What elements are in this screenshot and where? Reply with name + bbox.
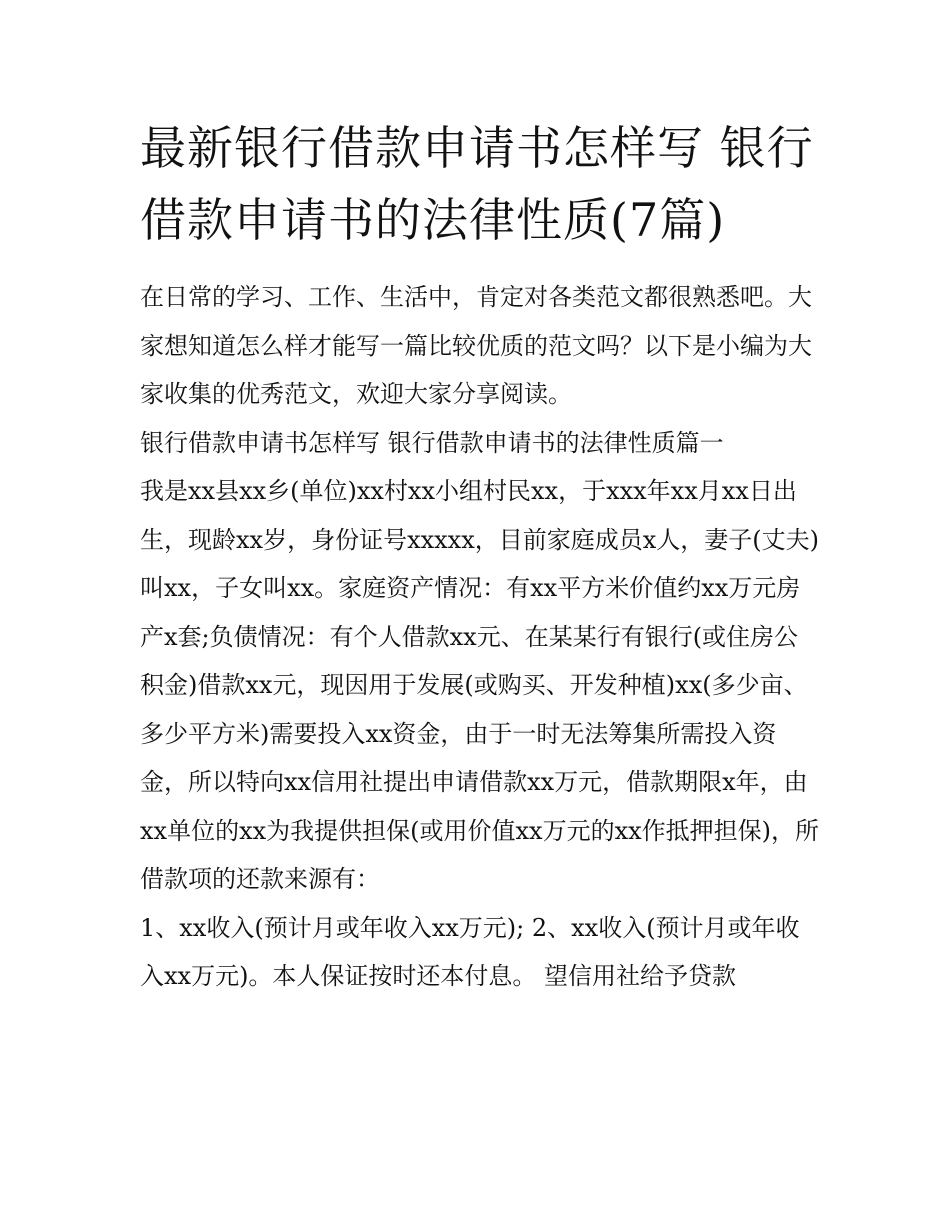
document-content [140, 112, 820, 1001]
body-paragraph-repayment: 1、xx收入(预计月或年收入xx万元); 2、xx收入(预计月或年收入xx万元)。本人保证按时还本付息。 望信用社给予贷款 [140, 913, 800, 990]
body-paragraph-application: 我是xx县xx乡(单位)xx村xx小组村民xx，于xxx年xx月xx日出生，现龄xx岁，身份证号xxxxx，目前家庭成员x人，妻子(丈夫)叫xx，子女叫xx。家庭资产情况：有xx平方米价值约xx万元房产x套;负债情况：有个人借款xx元、在某某行有银行(或住房公积金)借款xx元，现因用于发展(或购买、开发种植)xx(多少亩、多少平方米)需要投入xx资金，由于一时无法筹集所需投入资金，所以特向xx信用社提出申请借款xx万元，借款期限x年，由xx单位的xx为我提供担保(或用价值xx万元的xx作抵押担保)，所借款项的还款来源有： [140, 477, 820, 893]
section-heading: 银行借款申请书怎样写 银行借款申请书的法律性质篇一 [140, 428, 724, 457]
intro-paragraph: 在日常的学习、工作、生活中，肯定对各类范文都很熟悉吧。大家想知道怎么样才能写一篇比较优质的范文吗？以下是小编为大家收集的优秀范文，欢迎大家分享阅读。 [140, 283, 812, 408]
document-title: 最新银行借款申请书怎样写 银行借款申请书的法律性质(7篇) [140, 121, 814, 247]
